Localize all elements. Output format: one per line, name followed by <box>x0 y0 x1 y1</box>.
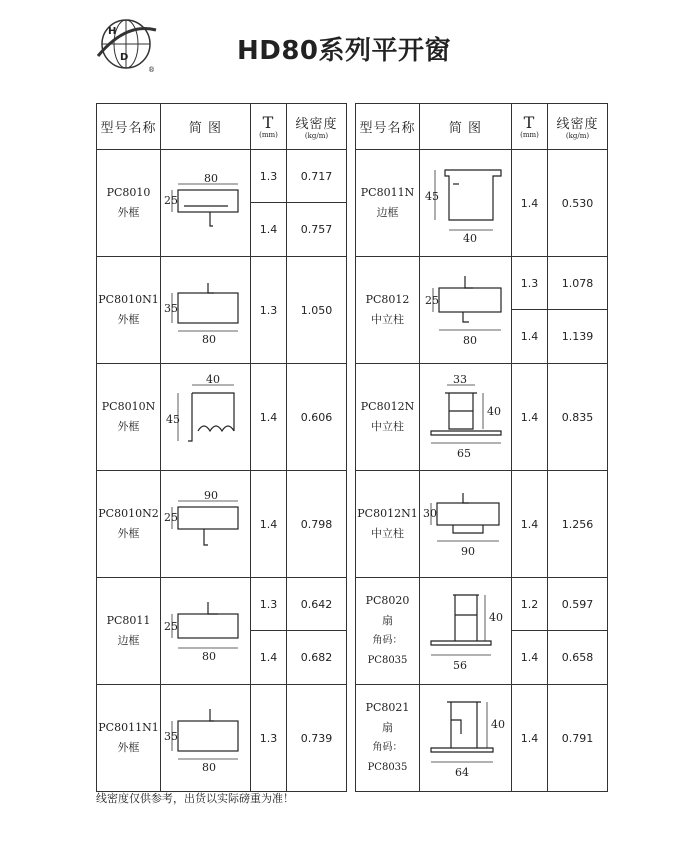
profile-model-cell: PC8011N 边框 <box>356 150 420 257</box>
profile-model-cell: PC8010N1 外框 <box>97 257 161 364</box>
header-density: 线密度 (kg/m) <box>287 104 347 150</box>
thickness-value: 1.3 <box>251 257 287 364</box>
header-model: 型号名称 <box>97 104 161 150</box>
table-header-row <box>97 104 347 150</box>
svg-text:40: 40 <box>205 373 220 386</box>
density-value: 0.658 <box>548 631 608 685</box>
table-header-row <box>356 104 608 150</box>
density-value: 1.078 <box>548 257 608 310</box>
table-row <box>97 471 347 578</box>
svg-text:35: 35 <box>163 730 178 743</box>
table-row <box>97 685 347 792</box>
density-value: 0.717 <box>287 150 347 203</box>
thickness-value: 1.3 <box>251 578 287 631</box>
density-value: 1.139 <box>548 310 608 364</box>
thickness-value: 1.4 <box>512 471 548 578</box>
table-row <box>356 150 608 257</box>
profile-sketch <box>420 578 512 685</box>
density-value: 0.642 <box>287 578 347 631</box>
density-value: 0.791 <box>548 685 608 792</box>
svg-text:25: 25 <box>163 511 178 524</box>
profile-model-cell: PC8010N2 外框 <box>97 471 161 578</box>
thickness-value: 1.4 <box>512 631 548 685</box>
thickness-value: 1.4 <box>251 203 287 257</box>
density-value: 0.606 <box>287 364 347 471</box>
density-value: 0.798 <box>287 471 347 578</box>
thickness-value: 1.3 <box>512 257 548 310</box>
density-value: 0.682 <box>287 631 347 685</box>
profile-model-cell: PC8011N1 外框 <box>97 685 161 792</box>
profile-sketch <box>420 364 512 471</box>
profile-sketch <box>420 471 512 578</box>
svg-text:80: 80 <box>201 333 216 346</box>
svg-text:33: 33 <box>452 373 467 386</box>
svg-text:40: 40 <box>486 405 501 418</box>
svg-text:65: 65 <box>456 447 471 460</box>
profile-sketch <box>161 364 251 471</box>
table-row <box>97 257 347 364</box>
svg-text:25: 25 <box>163 620 178 633</box>
profile-model-cell: PC8021 扇 角码：PC8035 <box>356 685 420 792</box>
svg-text:64: 64 <box>454 766 469 779</box>
header-model: 型号名称 <box>356 104 420 150</box>
profile-sketch <box>161 578 251 685</box>
thickness-value: 1.2 <box>512 578 548 631</box>
svg-text:45: 45 <box>165 413 180 426</box>
svg-text:®: ® <box>148 66 155 74</box>
profile-sketch <box>161 471 251 578</box>
profile-model-cell: PC8012N 中立柱 <box>356 364 420 471</box>
svg-text:40: 40 <box>490 718 505 731</box>
profile-model-cell: PC8010N 外框 <box>97 364 161 471</box>
svg-text:90: 90 <box>460 545 475 558</box>
header-thickness: T (mm) <box>251 104 287 150</box>
table-row <box>356 364 608 471</box>
density-value: 0.739 <box>287 685 347 792</box>
header-thickness: T (mm) <box>512 104 548 150</box>
profile-sketch <box>161 257 251 364</box>
thickness-value: 1.4 <box>251 631 287 685</box>
thickness-value: 1.4 <box>512 150 548 257</box>
svg-text:25: 25 <box>163 194 178 207</box>
density-value: 0.835 <box>548 364 608 471</box>
profile-model-cell: PC8010 外框 <box>97 150 161 257</box>
thickness-value: 1.3 <box>251 685 287 792</box>
svg-text:80: 80 <box>203 172 218 185</box>
svg-text:30: 30 <box>422 507 437 520</box>
header-density: 线密度 (kg/m) <box>548 104 608 150</box>
svg-text:80: 80 <box>462 334 477 347</box>
svg-text:80: 80 <box>201 650 216 663</box>
profile-model-cell: PC8012 中立柱 <box>356 257 420 364</box>
thickness-value: 1.4 <box>251 364 287 471</box>
svg-text:40: 40 <box>488 611 503 624</box>
header-sketch: 简 图 <box>420 104 512 150</box>
svg-text:D: D <box>120 52 129 63</box>
left-profile-table <box>96 103 347 792</box>
svg-text:40: 40 <box>462 232 477 245</box>
thickness-value: 1.4 <box>251 471 287 578</box>
svg-text:25: 25 <box>424 294 439 307</box>
thickness-value: 1.4 <box>512 364 548 471</box>
svg-text:56: 56 <box>452 659 467 672</box>
svg-text:90: 90 <box>203 489 218 502</box>
profile-sketch <box>161 685 251 792</box>
table-row <box>356 685 608 792</box>
density-value: 1.256 <box>548 471 608 578</box>
svg-text:H: H <box>108 26 117 37</box>
density-value: 0.597 <box>548 578 608 631</box>
page-title: HD80系列平开窗 <box>236 36 452 66</box>
profile-model-cell: PC8011 边框 <box>97 578 161 685</box>
density-value: 1.050 <box>287 257 347 364</box>
profile-sketch <box>420 257 512 364</box>
thickness-value: 1.4 <box>512 685 548 792</box>
profile-sketch <box>420 685 512 792</box>
thickness-value: 1.4 <box>512 310 548 364</box>
table-row <box>356 471 608 578</box>
table-row <box>97 578 347 631</box>
density-value: 0.530 <box>548 150 608 257</box>
profile-sketch <box>420 150 512 257</box>
svg-text:45: 45 <box>424 190 439 203</box>
right-profile-table <box>355 103 608 792</box>
header-sketch: 简 图 <box>161 104 251 150</box>
thickness-value: 1.3 <box>251 150 287 203</box>
profile-model-cell: PC8012N1 中立柱 <box>356 471 420 578</box>
density-value: 0.757 <box>287 203 347 257</box>
table-row <box>356 578 608 631</box>
table-row <box>97 364 347 471</box>
profile-sketch <box>161 150 251 257</box>
table-row <box>97 150 347 203</box>
svg-text:35: 35 <box>163 302 178 315</box>
footnote: 线密度仅供参考，出货以实际磅重为准！ <box>96 792 294 805</box>
svg-text:80: 80 <box>201 761 216 774</box>
profile-model-cell: PC8020 扇 角码：PC8035 <box>356 578 420 685</box>
table-row <box>356 257 608 310</box>
